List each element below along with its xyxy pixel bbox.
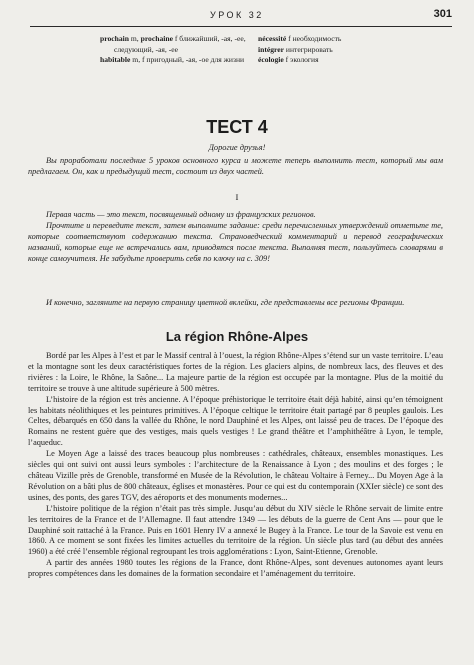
article-paragraph: L’histoire de la région est très ancienne. A l’époque préhistorique le territoire était déjà habité, ainsi qu’en témoignent les habitats néolithiques et les peintures primitives. A l’époque celtique le territoire était partagé par 8 peuples gaulois. Les Celtes, débarqués en 650 dans la vallée du Rhône, le nord Dauphiné et les Alpes, ont laissé peu de traces. De l’époque des Romains ne restent guère que des vestiges, mais quels vestiges ! Le grand théâtre et l’amphithéâtre à Lyon, le temple, l’aqueduc.: [28, 394, 443, 448]
part-numeral: I: [235, 192, 239, 202]
test-title: ТЕСТ 4: [206, 117, 268, 137]
vocab-entry: intégrer интегрировать: [258, 44, 333, 54]
running-header: [30, 6, 452, 28]
vocabulary-right-column: [258, 34, 428, 66]
article-paragraph: A partir des années 1980 toutes les régions de la France, dont Rhône-Alpes, sont devenues autonomes ayant leurs propres compétences dans les domaines de la formation secondaire et l’aménagement du territoire.: [28, 558, 443, 579]
vocab-entry: habitable m, f пригодный, -ая, -ое для жизни: [100, 55, 245, 65]
article-paragraph: L’histoire politique de la région n’était pas très simple. Jusqu’au début du XIV siècle le Rhône servait de limite entre les territoires de la France et de l’Allemagne. Il faut attendre 1349 — les débuts de la guerre de Cent Ans — pour que le Dauphiné soit rattaché à la France. Puis en 1601 Henry IV a annexé le Bugey à la France. Le tour de la Savoie est venu en 1860. A ce moment se sont fixées les limites actuelles du territoire de la région. Un siècle plus tard (au début des années 1960) a été créé l’ensemble régional regroupant les trois agglomérations : Lyon, Saint-Etienne, Grenoble.: [28, 503, 443, 557]
header-rule: [30, 26, 452, 27]
part-description: Первая часть — это текст, посвященный одному из французских регионов.: [46, 210, 316, 219]
page-number: 301: [433, 8, 452, 20]
vocab-entry: écologie f экология: [258, 55, 319, 65]
vocab-entry: nécessité f необходимость: [258, 34, 342, 43]
test-instructions: Прочтите и переведите текст, затем выполните задание: среди перечисленных утверждений отметьте те, которые соответствуют содержанию текста. Страноведческий комментарий и перевод географических названий, которые еще не встречались вам, приводятся после текста. Выполняя тест, пользуйтесь словарями в конце самоучителя. Не забудьте проверить себя по ключу на с. 309!: [28, 221, 443, 263]
article-paragraph: Bordé par les Alpes à l’est et par le Massif central à l’ouest, la région Rhône-Alpes s’étend sur un vaste territoire. L’eau et la montagne sont les deux caractéristiques fortes de la région. Les glaciers alpins, de nombreux lacs, des fleuves et des rivières : la Loire, le Rhône, la Saône... La majeure partie de la région est occupée par la montagne. Plus de la moitié du territoire se trouve à une altitude supérieure à 500 mètres.: [28, 351, 443, 393]
lesson-label: УРОК 32: [210, 10, 264, 20]
greeting: Дорогие друзья!: [208, 143, 266, 152]
vocabulary-left-column: [100, 34, 246, 66]
vocab-entry: следующий, -ая, -ее: [114, 44, 178, 54]
vocab-entry: prochain m, prochaine f ближайший, -ая, -ее,: [100, 34, 246, 43]
article-paragraph: Le Moyen Age a laissé des traces beaucoup plus nombreuses : cathédrales, châteaux, ensembles monastiques. Les siècles qui ont suivi ont aussi leurs symboles : l’architecture de la Renaissance à Lyon ; des moulins et des forges ; le château Vizille près de Grenoble, transformé en Musée de la Révolution, le château Voltaire à Ferney... Du Moyen Age à la Révolution on a bâti plus de 800 châteaux, églises et monastères. Pour ce qui est du contemporain (XXIer siècle) ce sont des usines, des ponts, des gares TGV, des aéroports et des monuments modernes...: [28, 449, 443, 502]
test-intro: Вы проработали последние 5 уроков основного курса и можете теперь выполнить тест, который мы вам предлагаем. Он, как и предыдущий тест, состоит из двух частей.: [28, 156, 443, 176]
article-title: La région Rhône-Alpes: [165, 329, 309, 344]
closing-note: И конечно, загляните на первую страницу цветной вклейки, где представлены все регионы Франции.: [46, 298, 405, 307]
article-body: [28, 351, 443, 580]
